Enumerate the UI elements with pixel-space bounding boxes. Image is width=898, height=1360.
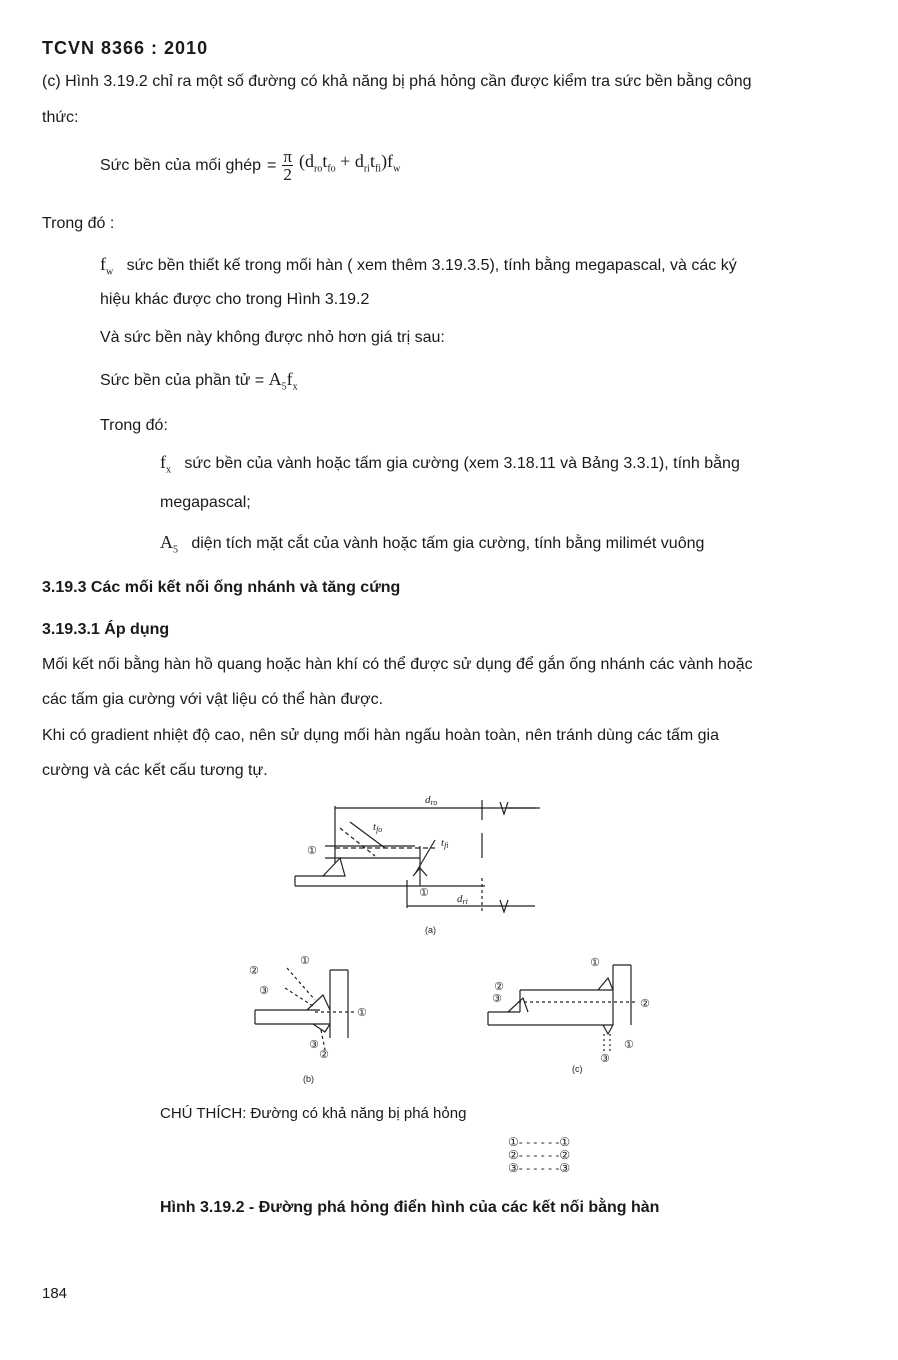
fx-symbol: $f_x$: [160, 452, 171, 476]
figure-note: CHÚ THÍCH: Đường có khả năng bị phá hỏng: [160, 1105, 467, 1122]
page-number: 184: [42, 1285, 68, 1302]
element-strength-expression: $A_5f_x$: [268, 369, 298, 393]
legend-item-3: ③- - - - - -③: [508, 1161, 571, 1175]
figure-caption: Hình 3.19.2 - Đường phá hỏng điển hình của các kết nối bằng hàn: [160, 1199, 660, 1216]
joint-strength-formula: [100, 148, 400, 183]
section-heading-3193: 3.19.3 Các mối kết nối ống nhánh và tăng cứng: [42, 579, 401, 596]
paragraph-c-line1: (c) Hình 3.19.2 chỉ ra một số đường có khả năng bị phá hỏng cần được kiểm tra sức bền bằng công: [42, 73, 752, 90]
figure-b-label: (b): [303, 1074, 314, 1084]
figure-a-diagram: [285, 788, 555, 938]
marker-3-c-left: ③: [492, 993, 502, 1005]
marker-1-a-left: ①: [307, 845, 317, 857]
fw-symbol: $f_w$: [100, 254, 114, 278]
formula-equals: =: [267, 156, 277, 174]
paragraph-application-line1: Mối kết nối bằng hàn hồ quang hoặc hàn khí có thể được sử dụng để gắn ống nhánh các vành hoặc: [42, 656, 753, 673]
legend-item-2: ②- - - - - -②: [508, 1148, 571, 1162]
marker-1-a-bottom: ①: [419, 887, 429, 899]
fx-definition-line1: $f_x$ sức bền của vành hoặc tấm gia cường (xem 3.18.11 và Bảng 3.3.1), tính bằng: [160, 452, 740, 476]
marker-1-c-bottom: ①: [624, 1039, 634, 1051]
marker-2-b-left: ②: [249, 965, 259, 977]
marker-3-c-bottom: ③: [600, 1053, 610, 1065]
document-code-header: TCVN 8366 : 2010: [42, 38, 209, 58]
formula-expression: $(d_{ro}t_{fo} + d_{ri}t_{fi})f_w$: [298, 151, 401, 175]
where-label-1: Trong đó :: [42, 215, 115, 232]
paragraph-gradient-line1: Khi có gradient nhiệt độ cao, nên sử dụng mối hàn ngấu hoàn toàn, nên tránh dùng các tấm gia: [42, 727, 719, 744]
figure-a-label: (a): [425, 925, 436, 935]
formula-denominator: 2: [283, 165, 292, 184]
fw-definition-line1: $f_w$ sức bền thiết kế trong mối hàn ( xem thêm 3.19.3.5), tính bằng megapascal, và các ký: [100, 254, 737, 278]
figure-c-label: (c): [572, 1064, 583, 1074]
figure-c-diagram: [478, 950, 668, 1075]
marker-1-b-right: ①: [357, 1007, 367, 1019]
not-less-than-text: Và sức bền này không được nhỏ hơn giá trị sau:: [100, 329, 445, 346]
failure-path-legend: [508, 1136, 570, 1175]
t-fo-label: tfo: [373, 821, 383, 834]
as-definition: $A_5$ diện tích mặt cắt của vành hoặc tấm gia cường, tính bằng milimét vuông: [160, 532, 705, 556]
formula-label: Sức bền của mối ghép: [100, 156, 262, 174]
fx-definition-line2: megapascal;: [160, 494, 251, 511]
marker-2-b-bottom: ②: [319, 1049, 329, 1061]
marker-3-b-bottom: ③: [309, 1039, 319, 1051]
element-strength-formula: Sức bền của phần tử = $A_5f_x$: [100, 369, 298, 393]
paragraph-application-line2: các tấm gia cường với vật liệu có thể hàn được.: [42, 691, 384, 708]
marker-1-c-top: ①: [590, 957, 600, 969]
marker-3-b-left: ③: [259, 985, 269, 997]
d-ro-label: dro: [425, 794, 438, 807]
d-ri-label: dri: [457, 893, 468, 906]
marker-2-c-right: ②: [640, 998, 650, 1010]
as-symbol: $A_5$: [160, 532, 178, 556]
figure-b-diagram: [245, 950, 385, 1085]
fw-definition-line2: hiệu khác được cho trong Hình 3.19.2: [100, 291, 370, 308]
formula-fraction: [282, 148, 293, 183]
paragraph-gradient-line2: cường và các kết cấu tương tự.: [42, 762, 268, 779]
where-label-2: Trong đó:: [100, 417, 168, 434]
section-heading-31931: 3.19.3.1 Áp dụng: [42, 621, 170, 638]
t-fi-label: tfi: [441, 837, 449, 850]
paragraph-c-line2: thức:: [42, 109, 79, 126]
marker-1-b: ①: [300, 955, 310, 967]
legend-item-1: ①- - - - - -①: [508, 1135, 571, 1149]
marker-2-c-left: ②: [494, 981, 504, 993]
formula-numerator: π: [283, 147, 292, 166]
